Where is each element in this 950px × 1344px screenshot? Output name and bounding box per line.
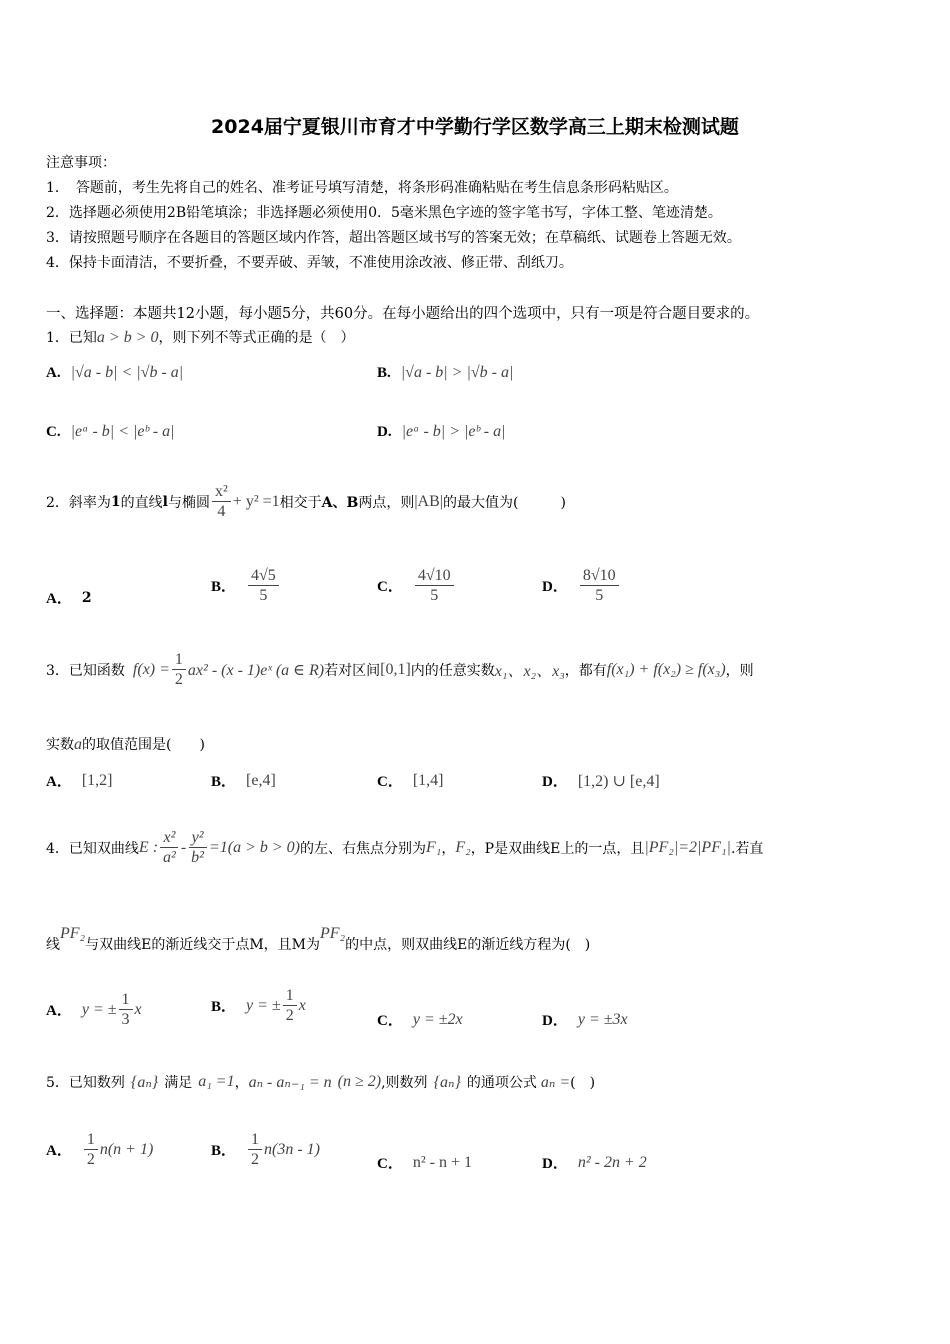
q4-F2: F₂: [455, 838, 471, 856]
q1-option-c[interactable]: [46, 423, 175, 441]
q4-y-num: y²: [189, 828, 207, 848]
q2-option-b-label: B．: [211, 579, 237, 596]
q4-PF2-b: PF₂: [320, 925, 346, 942]
q5-condition: (n ≥ 2): [337, 1073, 382, 1090]
q2-option-d-frac: [580, 566, 619, 605]
q4-option-b-post: x: [298, 996, 306, 1014]
notes-heading: 注意事项：: [46, 155, 116, 171]
q4-y-frac: [188, 828, 207, 867]
q4-option-b-label: B．: [211, 999, 237, 1016]
q2-ellipse-fraction: [212, 482, 231, 521]
q4-y-den: b²: [191, 849, 204, 867]
q1-stem-b: ，则下列不等式正确的是（ ）: [158, 330, 355, 346]
q3-option-a[interactable]: [46, 770, 113, 791]
q4-eq-rest: =1(a > b > 0): [208, 838, 300, 856]
q4-b-num: 1: [283, 986, 297, 1006]
q2-stem-f: 的最大值为( ): [442, 494, 566, 511]
q1-option-a[interactable]: [46, 364, 183, 382]
q3-option-c-value: [1,4]: [412, 771, 444, 789]
q4-option-c-label: C．: [377, 1013, 403, 1029]
q3-option-a-value: [1,2]: [81, 771, 113, 789]
q2-d-num: 8√10: [580, 566, 619, 586]
q4-stem-b: 的左、右焦点分别为: [300, 840, 426, 857]
page-title: 2024届宁夏银川市育才中学勤行学区数学高三上期末检测试题: [211, 116, 739, 138]
q3-interval: [0,1]: [380, 660, 411, 678]
q5-option-b[interactable]: [211, 1130, 320, 1169]
question-1-stem: [46, 327, 355, 347]
q5-option-d-value: n² - 2n + 2: [577, 1153, 647, 1171]
q3-inequality: f(x₁) + f(x₂) ≥ f(x₃): [606, 660, 726, 678]
q5-stem-c: ,则数列: [381, 1075, 428, 1091]
q5-option-a[interactable]: [46, 1130, 153, 1169]
q4-option-a-post: x: [134, 1000, 142, 1018]
q3-line2-b: 的取值范围是( ): [82, 737, 205, 753]
q4-F1: F₁: [426, 838, 442, 856]
note-item-4: 4．保持卡面清洁，不要折叠，不要弄破、弄皱，不准使用涂改液、修正带、刮纸刀。: [46, 255, 573, 271]
q3-xs: x₁、x₂、x₃: [494, 663, 565, 681]
note-item-2: 2．选择题必须使用2B铅笔填涂；非选择题必须使用0．5毫米黑色字迹的签字笔书写，字体工整、笔迹清楚。: [46, 205, 722, 221]
q3-half: [172, 650, 186, 689]
q2-option-a[interactable]: [46, 587, 92, 608]
q4-E: E :: [138, 838, 159, 856]
q1-option-d-label: D.: [377, 423, 392, 440]
q3-stem-a: 3．已知函数: [46, 662, 125, 679]
q2-option-a-value: 2: [81, 589, 92, 606]
question-4-line2: [46, 925, 591, 954]
q4-option-a-frac: [119, 990, 133, 1029]
q1-option-b[interactable]: [377, 364, 513, 382]
q4-option-b[interactable]: [211, 986, 306, 1025]
q3-half-den: 2: [174, 671, 183, 689]
question-3-stem: [46, 650, 906, 689]
q5-option-d[interactable]: [542, 1152, 647, 1173]
q4-line2-c: 的中点，则双曲线E的渐近线方程为( ): [345, 937, 591, 953]
q5-stem-a: 5．已知数列: [46, 1075, 125, 1091]
q5-a-num: 1: [84, 1130, 98, 1150]
q2-slope: 1: [110, 493, 121, 510]
q2-option-c-label: C．: [377, 579, 403, 596]
q3-line2-a: 实数: [46, 737, 74, 753]
q5-stem-b: 满足: [164, 1075, 193, 1091]
q2-b-num: 4√5: [248, 566, 279, 586]
q4-x-den: a²: [163, 849, 176, 867]
q5-option-d-label: D．: [542, 1156, 568, 1172]
q1-condition: a > b > 0: [96, 329, 159, 346]
q4-comma: ，: [441, 840, 456, 857]
q4-a-den: 3: [121, 1011, 130, 1029]
q2-abs-ab: |AB|: [414, 492, 443, 510]
q4-option-a[interactable]: [46, 990, 142, 1029]
q2-frac-den: 4: [217, 503, 226, 521]
section-heading: 一、选择题：本题共12小题，每小题5分，共60分。在每小题给出的四个选项中，只有一项是符合题目要求的。: [46, 306, 760, 322]
q1-option-d[interactable]: [377, 423, 506, 441]
q2-frac-num: x²: [212, 482, 231, 502]
q3-option-d[interactable]: [542, 770, 660, 791]
q1-stem-a: 1．已知: [46, 330, 97, 346]
q1-option-a-math: |√a - b| < |√b - a|: [70, 364, 184, 381]
q3-half-num: 1: [172, 650, 186, 670]
q4-option-b-frac: [283, 986, 297, 1025]
q4-x-frac: [160, 828, 179, 867]
q2-option-a-label: A．: [46, 591, 72, 607]
q4-b-den: 2: [285, 1007, 294, 1025]
q2-option-c[interactable]: [377, 566, 456, 605]
q5-option-c-value: n² - n + 1: [412, 1153, 472, 1171]
q3-option-b-value: [e,4]: [246, 771, 276, 789]
q5-a-den: 2: [86, 1151, 95, 1169]
q3-stem-b: 若对区间: [324, 662, 381, 679]
q3-stem-c: 内的任意实数: [410, 662, 495, 679]
q2-stem-e: 两点，则: [358, 494, 415, 511]
q2-ellipse-rest: + y² =1: [232, 492, 280, 510]
q2-stem-c: 与椭圆: [168, 494, 210, 511]
q3-var-a: a: [74, 736, 82, 753]
q5-recurrence: aₙ - aₙ₋₁ = n: [248, 1074, 332, 1091]
q5-seq-2: {aₙ}: [433, 1074, 461, 1091]
q2-c-den: 5: [430, 587, 439, 605]
q4-option-b-pre: y = ±: [246, 996, 281, 1014]
q5-option-c-label: C．: [377, 1156, 403, 1172]
q1-option-a-label: A.: [46, 364, 61, 381]
q4-stem-d: .若直: [730, 840, 764, 857]
q5-b-den: 2: [251, 1151, 260, 1169]
q5-stem-d: 的通项公式: [466, 1075, 537, 1091]
q1-option-b-label: B.: [377, 364, 391, 381]
q4-condition: |PF₂|=2|PF₁|: [644, 838, 731, 856]
q2-points: A、B: [321, 494, 359, 511]
q2-d-den: 5: [595, 587, 604, 605]
question-4-stem: [46, 828, 906, 867]
q4-option-c[interactable]: [377, 1009, 463, 1030]
q2-b-den: 5: [259, 587, 268, 605]
question-2-stem: [46, 482, 566, 521]
q1-option-c-label: C.: [46, 423, 61, 440]
q3-f-lhs: f(x) =: [132, 660, 170, 678]
q4-stem-a: 4．已知双曲线: [46, 840, 139, 857]
q2-stem-b: 的直线: [120, 494, 163, 511]
q3-stem-d: ，都有: [564, 662, 607, 679]
q4-stem-c: ，P是双曲线E上的一点，且: [470, 840, 645, 857]
q5-option-a-label: A．: [46, 1143, 72, 1160]
q3-option-b[interactable]: [211, 770, 276, 791]
q3-option-c-label: C．: [377, 774, 403, 790]
q2-c-num: 4√10: [415, 566, 454, 586]
q2-stem-d: 相交于: [279, 494, 322, 511]
q4-option-c-value: y = ±2x: [412, 1010, 463, 1028]
q2-option-c-frac: [415, 566, 454, 605]
q4-minus: -: [180, 838, 187, 856]
q3-f-rhs: ax² - (x - 1)eˣ (a ∈ R): [187, 661, 325, 679]
q5-option-b-frac: [248, 1130, 262, 1169]
q3-option-c[interactable]: [377, 770, 444, 791]
q1-option-b-math: |√a - b| > |√b - a|: [400, 364, 514, 381]
question-5-stem: [46, 1072, 595, 1092]
q4-x-num: x²: [160, 828, 178, 848]
q5-option-a-post: n(n + 1): [99, 1140, 154, 1158]
q2-option-d[interactable]: [542, 566, 621, 605]
q5-seq: {aₙ}: [130, 1074, 159, 1091]
q4-PF2-a: PF₂: [60, 925, 86, 942]
q2-line-l: l: [162, 493, 168, 510]
q4-option-a-label: A．: [46, 1003, 72, 1020]
note-item-1: 1． 答题前，考生先将自己的姓名、准考证号填写清楚，将条形码准确粘贴在考生信息条形码粘贴区。: [46, 180, 678, 196]
q5-option-b-label: B．: [211, 1143, 237, 1160]
q5-option-b-post: n(3n - 1): [264, 1140, 320, 1158]
q2-option-b[interactable]: [211, 566, 281, 605]
q4-line2-a: 线: [46, 937, 60, 953]
q3-option-d-label: D．: [542, 774, 568, 790]
q3-stem-e: ，则: [725, 662, 754, 679]
q5-mid: ，: [234, 1075, 249, 1091]
q1-option-d-math: |eᵃ - b| > |eᵇ - a|: [401, 423, 506, 440]
q5-a1: a₁ =1: [198, 1073, 235, 1090]
q3-option-a-label: A．: [46, 774, 72, 790]
q2-option-d-label: D．: [542, 579, 568, 596]
q5-option-c[interactable]: [377, 1152, 472, 1173]
q5-stem-e: ( ): [570, 1075, 596, 1091]
q4-a-num: 1: [119, 990, 133, 1010]
question-3-line2: [46, 734, 205, 754]
q5-b-num: 1: [248, 1130, 262, 1150]
q3-option-d-value: [1,2) ∪ [e,4]: [577, 772, 660, 790]
q4-option-d[interactable]: [542, 1009, 628, 1030]
q2-stem-a: 2．斜率为: [46, 494, 111, 511]
note-item-3: 3．请按照题号顺序在各题目的答题区域内作答，超出答题区域书写的答案无效；在草稿纸、试题卷上答题无效。: [46, 230, 741, 246]
q5-option-a-frac: [84, 1130, 98, 1169]
q4-option-d-value: y = ±3x: [577, 1010, 628, 1028]
q2-option-b-frac: [248, 566, 279, 605]
q3-option-b-label: B．: [211, 774, 237, 790]
q4-option-a-pre: y = ±: [81, 1000, 117, 1018]
q4-option-d-label: D．: [542, 1013, 568, 1029]
q4-line2-b: 与双曲线E的渐近线交于点M，且M为: [85, 937, 320, 953]
q5-an: aₙ =: [540, 1074, 571, 1091]
q1-option-c-math: |eᵃ - b| < |eᵇ - a|: [70, 423, 175, 440]
